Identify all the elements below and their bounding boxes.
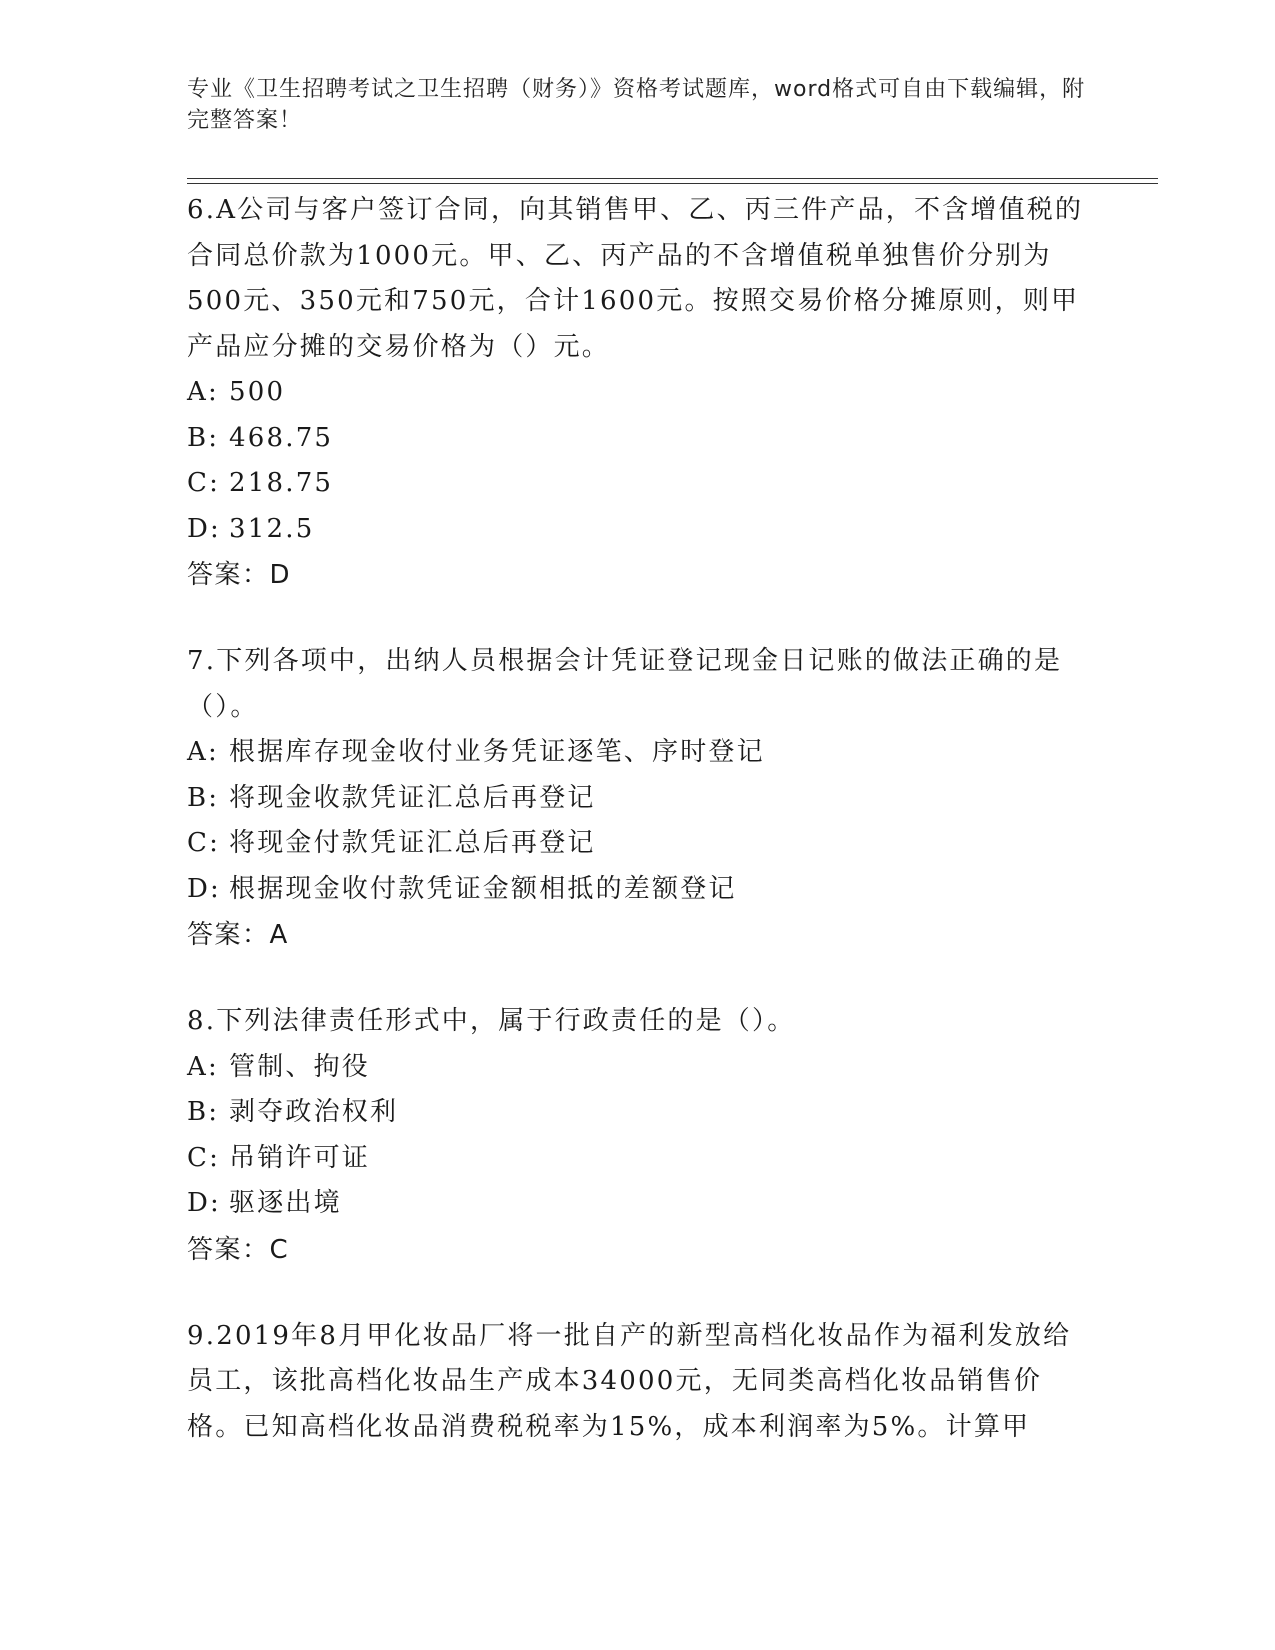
option-a	[187, 1045, 1087, 1091]
option-text: 根据现金收付款凭证金额相抵的差额登记	[229, 873, 737, 904]
option-d	[187, 867, 1087, 913]
option-letter: B:	[187, 1097, 220, 1127]
option-c	[187, 461, 1087, 507]
option-letter: B:	[187, 422, 220, 453]
question-9	[187, 1314, 1087, 1451]
question-stem: 9.2019年8月甲化妆品厂将一批自产的新型高档化妆品作为福利发放给员工，该批高档化妆品生产成本34000元，无同类高档化妆品销售价格。已知高档化妆品消费税税率为15%，成本利润率为5%。计算甲	[187, 1320, 1072, 1442]
question-6	[187, 188, 1087, 598]
answer-line: 答案：D	[187, 560, 292, 590]
option-text: 吊销许可证	[229, 1142, 371, 1173]
option-d	[187, 507, 1087, 553]
option-letter: A:	[187, 377, 219, 407]
question-7	[187, 639, 1087, 958]
option-text: 218.75	[229, 468, 334, 498]
header-rule-bottom	[187, 183, 1158, 184]
option-letter: D:	[187, 873, 222, 904]
question-stem: 6.A公司与客户签订合同，向其销售甲、乙、丙三件产品，不含增值税的合同总价款为1000元。甲、乙、丙产品的不含增值税单独售价分别为500元、350元和750元，合计1600元。按照交易价格分摊原则，则甲产品应分摊的交易价格为（）元。	[187, 195, 1084, 362]
header-rule-top	[187, 178, 1158, 179]
option-c	[187, 1136, 1087, 1182]
option-text: 根据库存现金收付业务凭证逐笔、序时登记	[229, 737, 765, 767]
option-text: 500	[229, 377, 286, 407]
option-text: 驱逐出境	[229, 1188, 342, 1218]
option-text: 468.75	[229, 422, 334, 453]
option-letter: A:	[187, 737, 219, 767]
option-letter: A:	[187, 1051, 219, 1082]
option-letter: C:	[187, 828, 221, 858]
page-header: 专业《卫生招聘考试之卫生招聘（财务）》资格考试题库，word格式可自由下载编辑，附完整答案！	[187, 77, 1086, 133]
question-list	[187, 188, 1087, 1491]
option-d	[187, 1181, 1087, 1227]
option-text: 将现金付款凭证汇总后再登记	[229, 828, 596, 858]
option-letter: D:	[187, 513, 222, 544]
option-c	[187, 821, 1087, 867]
option-b	[187, 1090, 1087, 1136]
option-b	[187, 416, 1087, 462]
option-text: 将现金收款凭证汇总后再登记	[229, 782, 596, 813]
question-8	[187, 999, 1087, 1273]
option-letter: D:	[187, 1188, 222, 1218]
option-letter: B:	[187, 782, 220, 813]
question-stem: 8.下列法律责任形式中，属于行政责任的是（）。	[187, 1006, 796, 1036]
option-text: 管制、拘役	[229, 1051, 371, 1082]
option-text: 312.5	[229, 513, 315, 544]
question-stem: 7.下列各项中，出纳人员根据会计凭证登记现金日记账的做法正确的是（）。	[187, 646, 1063, 722]
option-letter: C:	[187, 1142, 221, 1173]
answer-line: 答案：C	[187, 1234, 290, 1265]
option-a	[187, 730, 1087, 776]
option-b	[187, 776, 1087, 822]
option-letter: C:	[187, 468, 221, 498]
option-a	[187, 370, 1087, 416]
option-text: 剥夺政治权利	[229, 1097, 399, 1127]
answer-line: 答案：A	[187, 920, 289, 950]
